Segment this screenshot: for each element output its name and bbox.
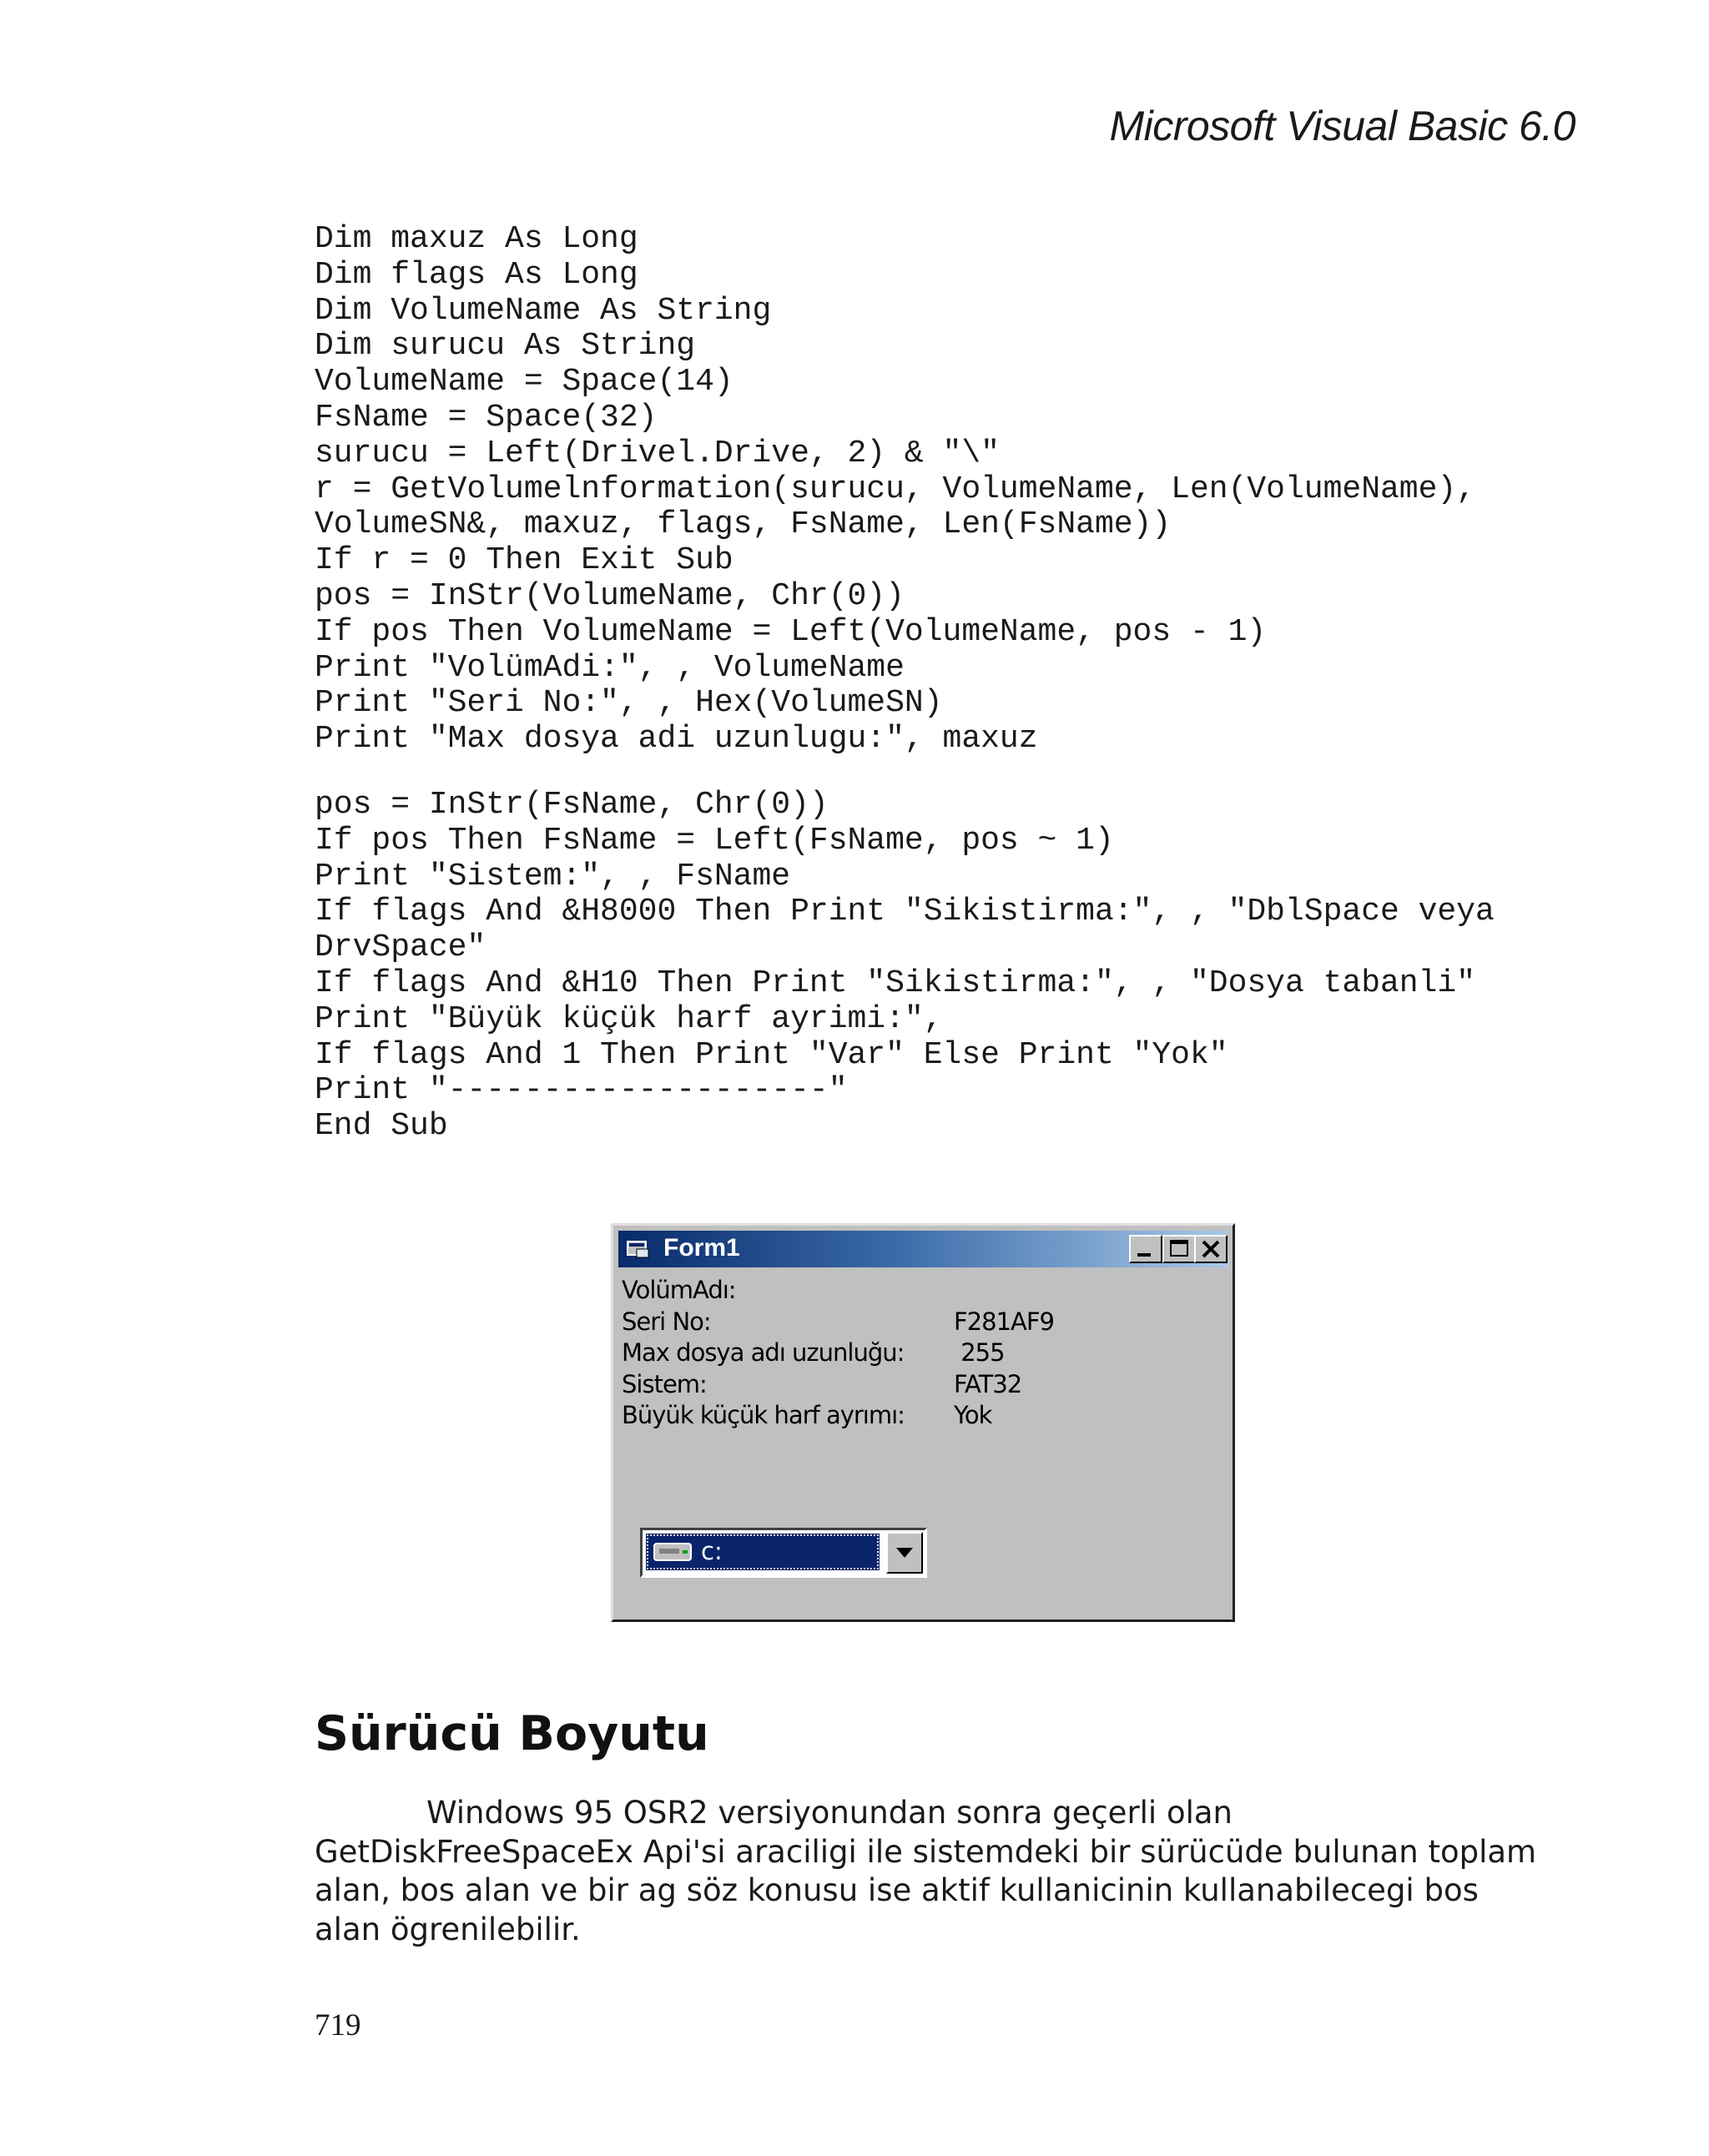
file-system-value: FAT32 (954, 1369, 1022, 1398)
case-sensitivity-label: Büyük küçük harf ayrımı: (622, 1401, 905, 1429)
form1-window (611, 1223, 1235, 1622)
page-number: 719 (315, 2008, 361, 2043)
code-line: Print "VolümAdi:", , VolumeName (315, 649, 905, 686)
paragraph-line: alan ögrenilebilir. (315, 1911, 581, 1947)
volume-name-label: VolümAdı: (622, 1276, 736, 1304)
max-filename-length-value: 255 (954, 1338, 1005, 1367)
code-line: VolumeSN&, maxuz, flags, FsName, Len(FsName)) (315, 506, 1172, 543)
serial-number-value: F281AF9 (954, 1307, 1055, 1336)
code-line: Dim surucu As String (315, 328, 696, 365)
minimize-button[interactable] (1129, 1235, 1162, 1263)
case-sensitivity-value: Yok (954, 1401, 992, 1429)
section-heading: Sürücü Boyutu (315, 1706, 709, 1761)
code-line: Dim flags As Long (315, 256, 638, 293)
code-line: If flags And 1 Then Print "Var" Else Print "Yok" (315, 1036, 1228, 1073)
code-line: End Sub (315, 1108, 448, 1145)
drive-selected-text: c: (701, 1537, 723, 1565)
running-header-title: Microsoft Visual Basic 6.0 (1109, 103, 1575, 149)
form1-title-bar[interactable] (618, 1231, 1228, 1267)
code-line: If pos Then VolumeName = Left(VolumeName, pos - 1) (315, 613, 1267, 650)
max-filename-length-label: Max dosya adı uzunluğu: (622, 1338, 905, 1367)
code-line: FsName = Space(32) (315, 399, 658, 436)
drive-list-combobox[interactable] (640, 1528, 927, 1578)
close-icon (1196, 1237, 1226, 1262)
code-line: pos = InStr(VolumeName, Chr(0)) (315, 577, 905, 614)
code-spacer (315, 758, 1495, 788)
code-line: If pos Then FsName = Left(FsName, pos ~ 1) (315, 822, 1114, 859)
file-system-label: Sistem: (622, 1369, 707, 1398)
form-app-icon (627, 1239, 650, 1259)
hard-drive-icon (653, 1540, 694, 1564)
maximize-button[interactable] (1162, 1235, 1196, 1263)
drive-dropdown-button[interactable] (886, 1532, 923, 1574)
drive-selected-item[interactable] (646, 1534, 880, 1570)
code-line: Print "Sistem:", , FsName (315, 858, 791, 894)
paragraph-line: Windows 95 OSR2 versiyonundan sonra geçerli olan (426, 1795, 1233, 1831)
code-line: Dim maxuz As Long (315, 221, 638, 257)
code-line: r = GetVolumelnformation(surucu, VolumeName, Len(VolumeName), (315, 471, 1476, 507)
close-button[interactable] (1194, 1235, 1228, 1263)
serial-number-label: Seri No: (622, 1307, 711, 1336)
code-line: Print "--------------------" (315, 1072, 848, 1109)
paragraph-line: alan, bos alan ve bir ag söz konusu ise aktif kullanicinin kullanabilecegi bos (315, 1872, 1479, 1908)
section-paragraph (315, 1794, 1537, 1949)
code-line: surucu = Left(Drivel.Drive, 2) & "\" (315, 435, 1000, 471)
code-listing (315, 222, 1495, 1145)
code-line: VolumeName = Space(14) (315, 364, 734, 400)
code-line: DrvSpace" (315, 929, 486, 966)
chevron-down-icon (888, 1534, 921, 1572)
maximize-icon (1164, 1237, 1194, 1262)
code-line: If r = 0 Then Exit Sub (315, 542, 734, 579)
code-line: If flags And &H8000 Then Print "Sikistirma:", , "DblSpace veya (315, 894, 1495, 930)
code-line: If flags And &H10 Then Print "Sikistirma:", , "Dosya tabanli" (315, 965, 1476, 1001)
form1-title: Form1 (663, 1234, 740, 1262)
code-line: Dim VolumeName As String (315, 292, 772, 329)
code-line: Print "Seri No:", , Hex(VolumeSN) (315, 685, 943, 722)
minimize-icon (1131, 1237, 1161, 1262)
code-line: Print "Max dosya adi uzunlugu:", maxuz (315, 721, 1038, 758)
paragraph-line: GetDiskFreeSpaceEx Api'si araciligi ile sistemdeki bir sürücüde bulunan toplam (315, 1833, 1537, 1870)
code-line: Print "Büyük küçük harf ayrimi:", (315, 1000, 943, 1037)
code-line: pos = InStr(FsName, Chr(0)) (315, 786, 829, 823)
